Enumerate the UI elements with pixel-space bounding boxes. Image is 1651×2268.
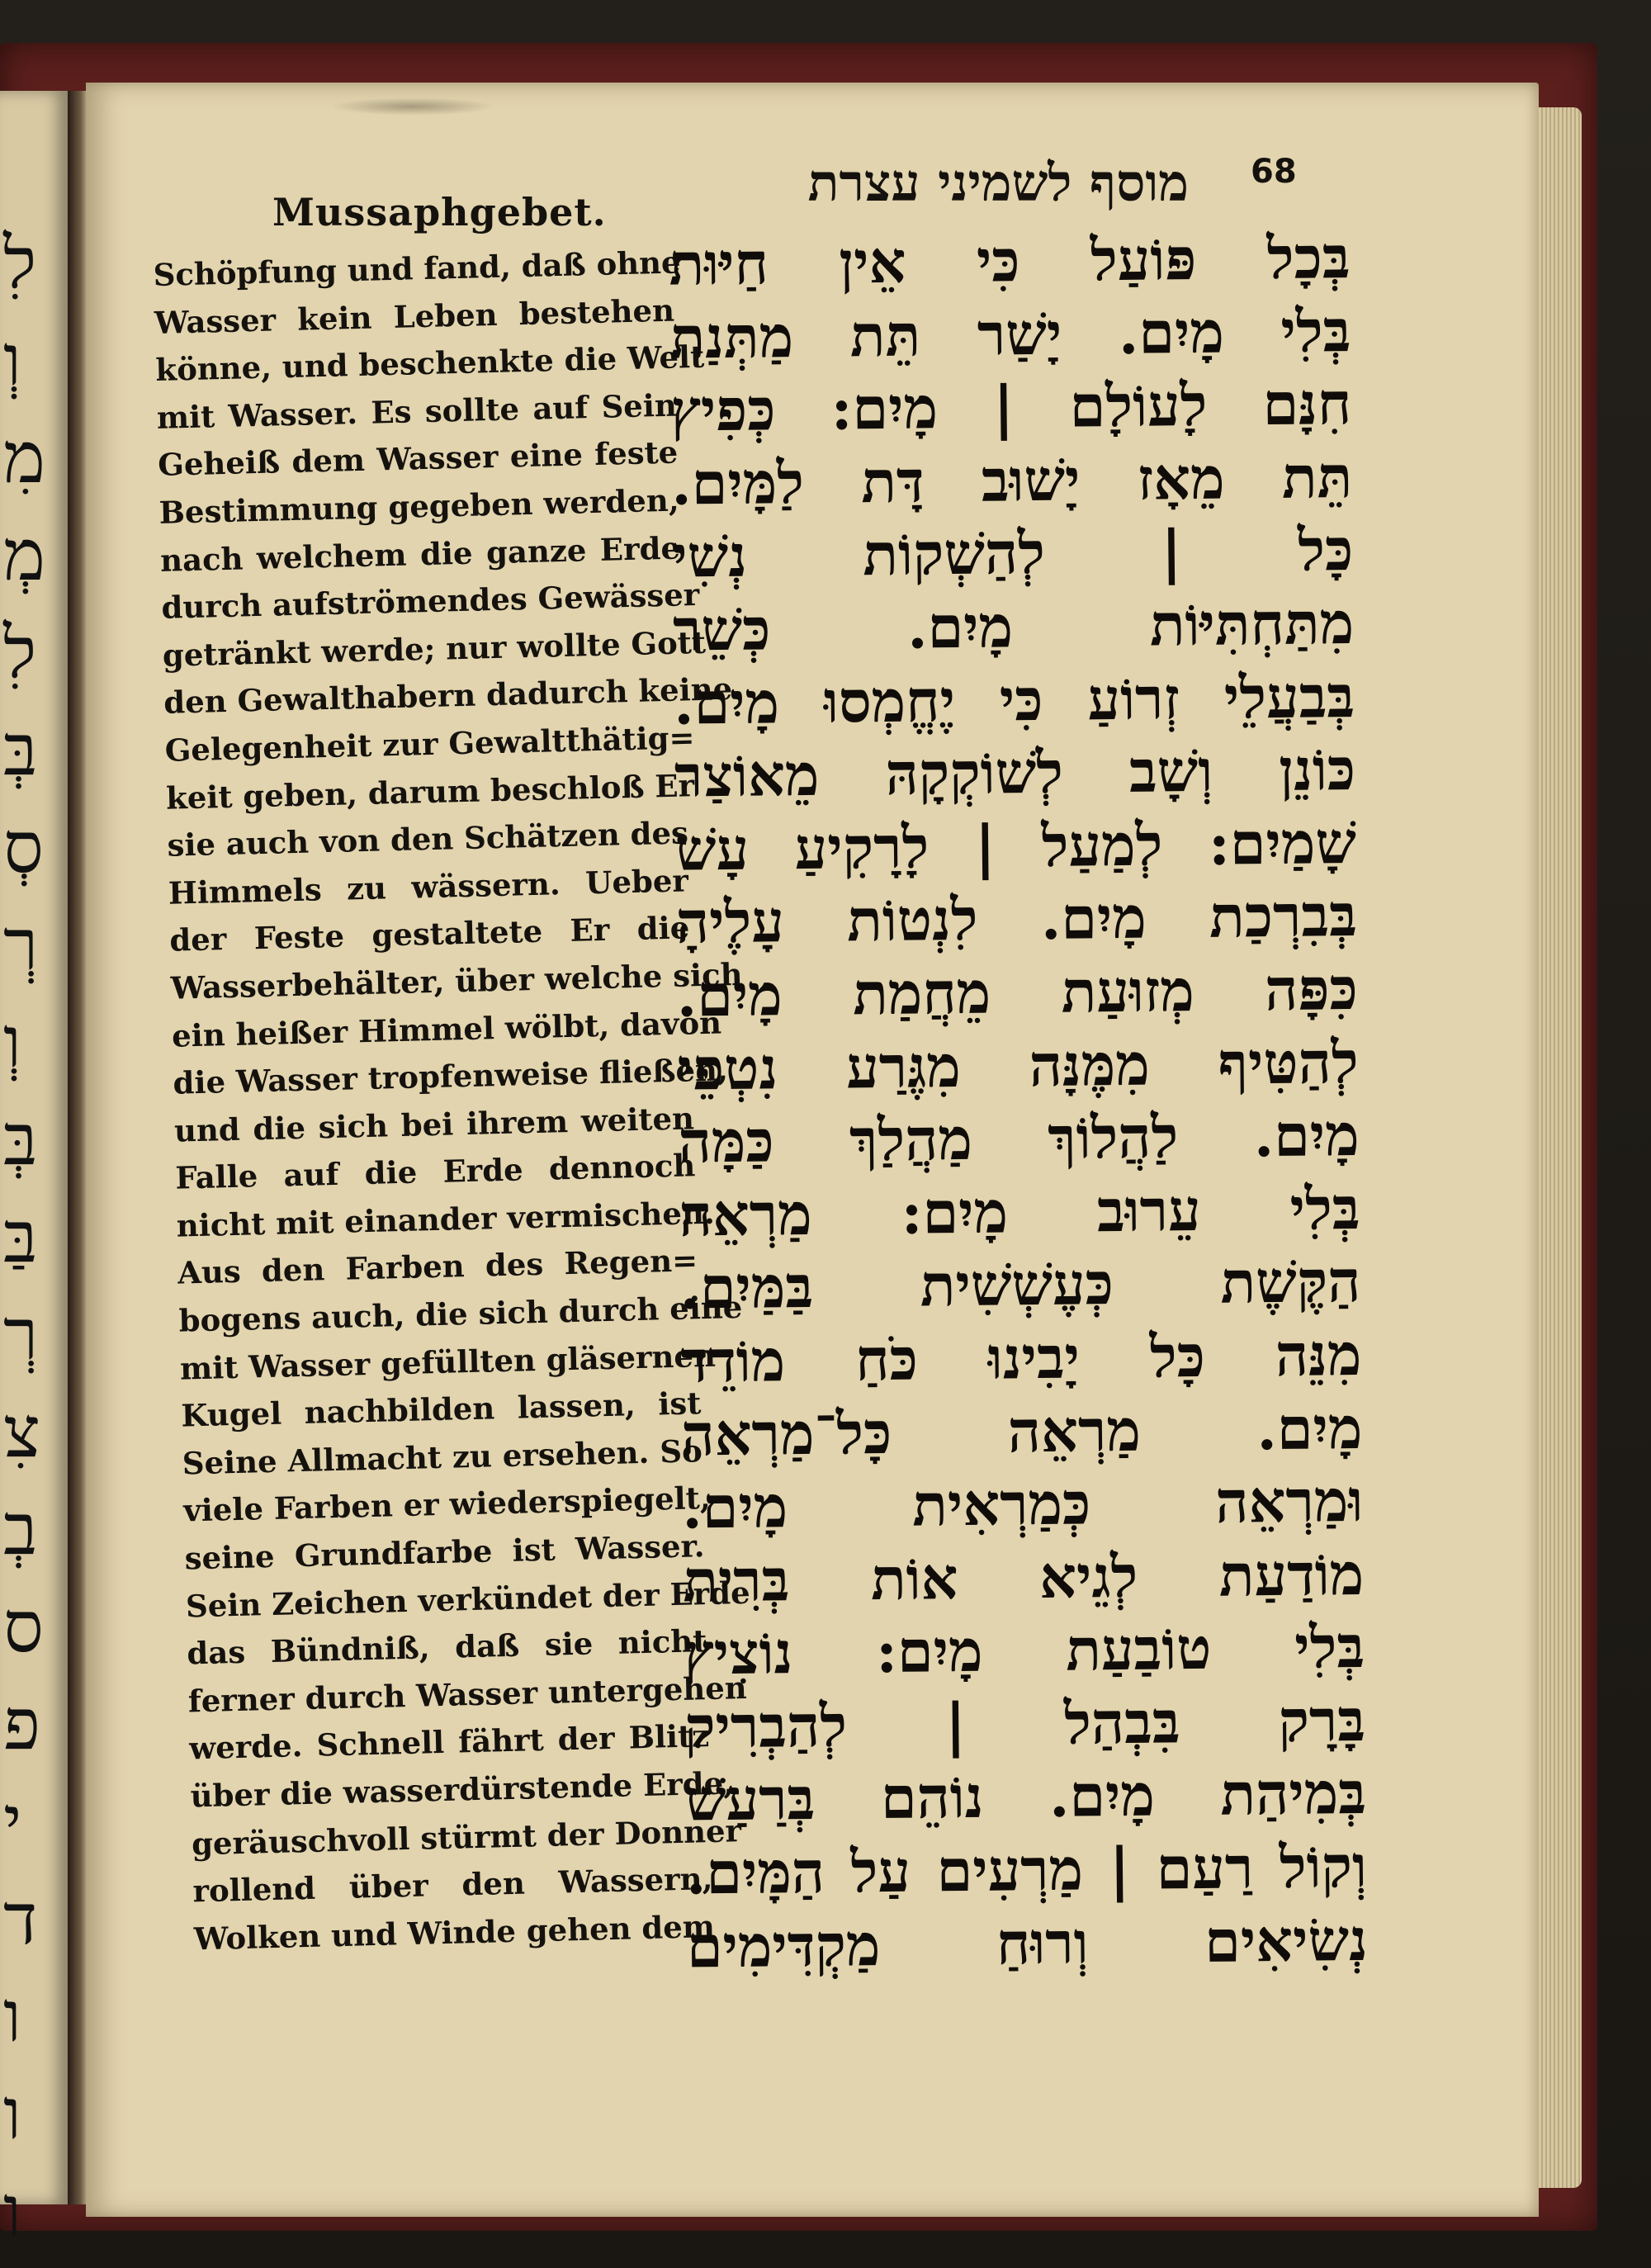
hebrew-text-line: בְּלִי מָיִם. יָשַׁר תֵּת מַתְּנַת: [669, 296, 1351, 372]
left-page-glyph: בְּ: [3, 709, 38, 792]
german-text-line: nach welchem die ganze Erde: [159, 529, 681, 579]
german-text-line: viele Farben er wiederspiegelt,: [182, 1480, 712, 1529]
hebrew-text-line: וְקוֹל רַעַם | מַרְעִים עַל הַמָּיִם.: [685, 1831, 1368, 1908]
german-text-line: rollend über den Wassern,: [192, 1860, 713, 1910]
left-page-glyph: בְּ: [3, 1099, 38, 1181]
left-page-glyph: בְ: [3, 1489, 38, 1571]
left-page-glyph: מְ: [3, 514, 45, 597]
hebrew-text-line: כָּל | לְהַשְׁקוֹת נְשִׁי: [671, 515, 1354, 591]
left-page-glyph: לִ: [3, 222, 37, 305]
german-text-line: Wolken und Winde gehen dem: [193, 1907, 716, 1958]
left-page-glyph: סְ: [3, 807, 44, 889]
left-page-glyph: ו: [3, 2073, 22, 2156]
left-page-text-fragment: [3, 215, 78, 2261]
german-text-line: nicht mit einander vermischen.: [176, 1194, 716, 1244]
german-text-line: getränkt werde; nur wollte Gott: [162, 623, 707, 674]
german-text-line: Bestimmung gegeben werden,: [158, 481, 680, 531]
hebrew-text-line: בָּרָק בִּבְהַל | לְהַבְרִיק: [684, 1685, 1366, 1762]
german-text-line: und die sich bei ihrem weiten: [173, 1099, 695, 1149]
german-text-line: Falle auf die Erde dennoch: [174, 1147, 696, 1196]
hebrew-prayer-column: [669, 221, 1368, 1984]
hebrew-text-line: בְּמִיהַת מָיִם. נוֹהֵם בְּרַעַשׁ: [684, 1759, 1367, 1835]
hebrew-running-head: מוסף לשמיני עצרת: [807, 153, 1189, 213]
hebrew-text-line: מָיִם. לַהֲלוֹךְ מַהֲלַךְ כַּמָּה: [678, 1101, 1360, 1177]
german-text-line: Aus den Farben des Regen=: [177, 1242, 698, 1292]
hebrew-text-line: תֵּת מֵאָז יָשׁוּב דָּת לַמָּיִם.: [670, 442, 1353, 518]
hebrew-text-line: בְּלִי עֵרוּב מָיִם: מַרְאֵה: [679, 1173, 1360, 1250]
left-page-glyph: ד: [3, 1878, 38, 1961]
german-text-line: mit Wasser. Es sollte auf Sein: [156, 386, 678, 436]
german-text-line: Himmels zu wässern. Ueber: [168, 862, 689, 911]
left-page-glyph: פ: [3, 1683, 41, 1766]
german-text-line: Kugel nachbilden lassen, ist: [180, 1385, 702, 1434]
hebrew-text-line: לְהַטִּיף מִמֶּנָּה מִגֶּרַע נִטְפֵי: [677, 1027, 1360, 1104]
hebrew-text-line: כִּפָּה מְזוּעַת מֵחֲמַת מָיִם.: [676, 954, 1359, 1030]
german-text-line: den Gewalthabern dadurch keine: [163, 670, 733, 722]
hebrew-text-line: בְּבַעֲלֵי זְרוֹעַ כִּי יֶחֱמְסוּ מָיִם.: [673, 661, 1355, 738]
hebrew-text-line: מִתַּחְתִּיּוֹת מָיִם. כְּשֵׁר: [672, 588, 1355, 665]
german-text-line: Sein Zeichen verkündet der Erde: [185, 1574, 751, 1625]
left-page-glyph: ו: [3, 2171, 22, 2253]
german-text-line: Schöpfung und fand, daß ohne: [153, 244, 682, 293]
hebrew-text-line: בְּבִרְכַת מָיִם. לִנְטוֹת עָלֶיהָ: [675, 881, 1358, 957]
german-running-head: Mussaphgebet.: [272, 190, 607, 234]
german-text-line: Wasserbehälter, über welche sich: [170, 955, 743, 1006]
hebrew-text-line: נְשִׂיאִים וְרוּחַ מַקְדִּימִים: [686, 1905, 1369, 1982]
german-text-line: keit geben, darum beschloß Er: [165, 766, 695, 817]
german-text-line: das Bündniß, daß sie nicht: [186, 1622, 707, 1672]
page-smudge: [330, 97, 495, 116]
german-text-line: über die wasserdürstende Erde,: [190, 1764, 735, 1815]
hebrew-text-line: כּוֹנֵן וְשָׁב לְשׁוֹקְקָהּ מֵאוֹצַר: [674, 735, 1356, 811]
left-page-glyph: רְ: [3, 904, 39, 987]
german-text-line: könne, und beschenkte die Welt: [154, 338, 705, 389]
german-text-line: seine Grundfarbe ist Wasser.: [184, 1527, 706, 1577]
left-page-glyph: וְ: [3, 1001, 22, 1084]
hebrew-text-line: שָׁמַיִם: לְמַעַל | לָרָקִיעַ עָשׁ: [674, 807, 1357, 884]
german-text-line: ferner durch Wasser untergehen: [187, 1669, 748, 1720]
german-text-line: Gelegenheit zur Gewaltthätig=: [164, 719, 696, 769]
left-page-glyph: ו: [3, 1976, 22, 2058]
german-text-line: bogens auch, die sich durch eine: [178, 1288, 743, 1339]
left-page-glyph: לִ: [3, 612, 37, 694]
hebrew-text-line: מוֹדַעַת לְגֵיא אוֹת בְּרִית: [682, 1539, 1365, 1616]
german-translation-column: [153, 239, 751, 1963]
german-text-line: die Wasser tropfenweise fließen,: [173, 1051, 729, 1101]
hebrew-text-line: הַקֶּשֶׁת כְּעֶשְׁשִׁית בַּמַּיִם.: [679, 1247, 1361, 1323]
left-page-glyph: בַּ: [3, 1196, 38, 1279]
page-edges: [1539, 107, 1582, 2188]
german-text-line: Seine Allmacht zu ersehen. So: [182, 1432, 703, 1482]
german-text-line: Wasser kein Leben bestehen: [154, 291, 675, 341]
left-page-glyph: וְ: [3, 320, 22, 402]
hebrew-text-line: מָיִם. מַרְאֵה כָּל־מַרְאֵה: [680, 1393, 1363, 1470]
left-page-glyph: ס: [3, 1586, 44, 1669]
german-text-line: mit Wasser gefüllten gläsernen: [179, 1337, 717, 1387]
german-text-line: werde. Schnell fährt der Blitz: [188, 1717, 710, 1767]
german-text-line: geräuschvoll stürmt der Donner: [191, 1811, 742, 1863]
german-text-line: ein heißer Himmel wölbt, davon: [171, 1003, 722, 1054]
hebrew-text-line: בְּכָל פּוֹעַל כִּי אֵין חַיּוּת: [669, 222, 1351, 299]
german-text-line: der Feste gestaltete Er die: [168, 909, 690, 959]
german-text-line: sie auch von den Schätzen des: [167, 814, 689, 864]
hebrew-text-line: מִנֵּה כָּל יָבִינוּ כֹּחַ מוֹדֵד: [679, 1319, 1362, 1396]
hebrew-text-line: בְּלִי טוֹבַעַת מָיִם: נוֹצִיץ: [683, 1612, 1365, 1688]
left-page-glyph: צִ: [3, 1391, 41, 1474]
german-text-line: Geheiß dem Wasser eine feste: [157, 433, 679, 484]
german-text-line: durch aufströmendes Gewässer: [160, 576, 700, 627]
left-page-glyph: מִ: [3, 417, 45, 500]
hebrew-text-line: וּמַרְאֵה כְּמַרְאִית מָיִם.: [681, 1466, 1364, 1542]
left-page-glyph: י: [3, 1781, 22, 1863]
hebrew-text-line: חִנָּם לָעוֹלָם | מָיִם: כְּפִיץ: [669, 369, 1352, 445]
page-number: 68: [1251, 153, 1297, 191]
left-page-glyph: רְ: [3, 1294, 39, 1376]
left-page-edge: [0, 91, 68, 2253]
